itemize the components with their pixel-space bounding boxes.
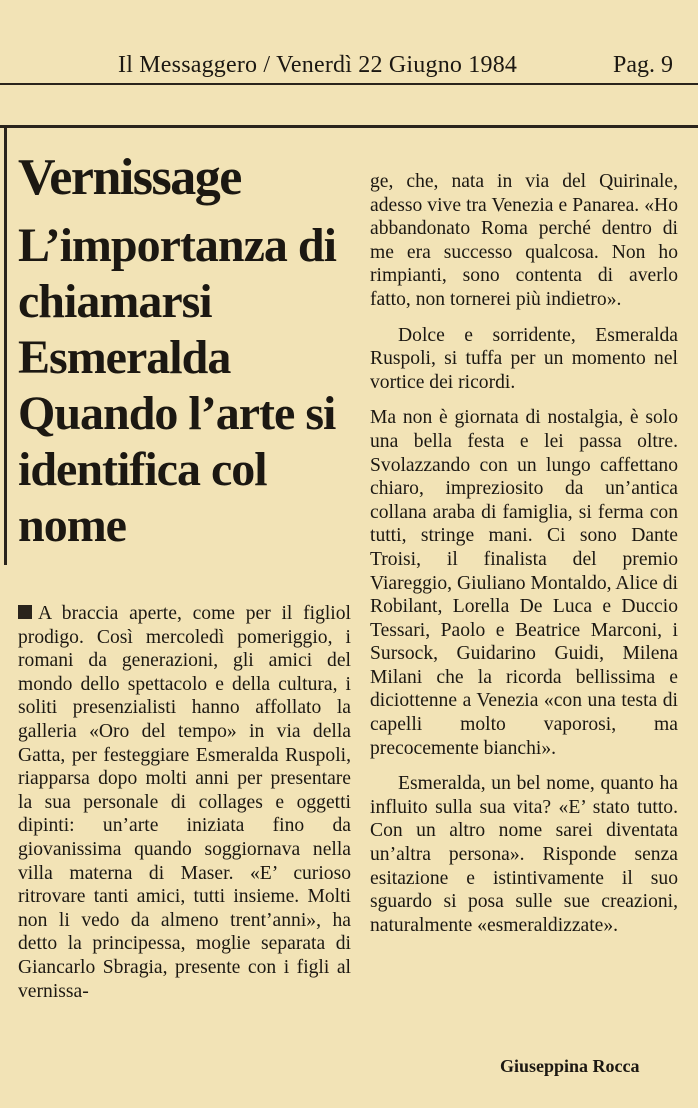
masthead-title: Il Messaggero / Venerdì 22 Giugno 1984 [118,52,518,78]
left-column-text: A braccia aperte, come per il figliol prodigo. Così mercoledì pomeriggio, i romani da generazioni, gli amici del mondo dello spettacolo e della cultura, i soliti presenzialisti hanno affollato la galleria «Oro del tempo» in via della Gatta, per festeggiare Esmeralda Ruspoli, riapparsa dopo molti anni per presentare la sua personale di collages e oggetti dipinti: un’arte iniziata fino da giovanissima quando soggiornava nella villa materna di Maser. «E’ curioso ritrovare tanti amici, tutti insieme. Molti non li vedo da almeno trent’anni», ha detto la principessa, moglie separata di Giancarlo Sbragia, presente con i figli al vernissa- [18,603,351,1002]
right-paragraph: ge, che, nata in via del Quirinale, adesso vive tra Venezia e Panarea. «Ho abbandonato Roma perché dentro di me era successo qualcosa. Non ho rimpianti, sono contenta di averlo fatto, non tornerei più indietro». [370,171,678,310]
article-column-left [18,602,351,1003]
kicker: Vernissage [18,149,241,206]
article-frame-top [0,125,698,128]
square-bullet-icon [18,605,32,619]
article-title: L’importanza di chiamarsi Esmeralda Quando l’arte si identifica col nome [18,219,336,552]
right-paragraph: Dolce e sorridente, Esmeralda Ruspoli, si tuffa per un momento nel vortice dei ricordi. [370,324,678,393]
headline-block [18,150,358,554]
masthead-rule [0,83,698,85]
right-paragraph: Ma non è giornata di nostalgia, è solo una bella festa e lei passa oltre. Svolazzando con un lungo caffettano chiaro, impreziosito da un’antica collana araba di famiglia, si ferma con tutti, stringe mani. Ci sono Dante Troisi, il finalista del premio Viareggio, Giuliano Montaldo, Alice di Robilant, Lorella De Luca e Duccio Tessari, Paolo e Beatrice Marconi, i Sursock, Guidarino Guidi, Milena Milani che la ricorda bellissima e diciottenne a Venezia «con una testa di capelli molto vaporosi, ma precocemente bianchi». [370,407,678,759]
page-number: Pag. 9 [613,52,673,78]
article-column-right [370,170,678,937]
author-byline: Giuseppina Rocca [500,1056,640,1076]
right-paragraph: Esmeralda, un bel nome, quanto ha influito sulla sua vita? «E’ stato tutto. Con un altro nome sarei diventata un’altra persona». Risponde senza esitazione e istintivamente il suo sguardo si posa sulle sue creazioni, naturalmente «esmeraldizzate». [370,773,678,936]
article-frame-left [4,125,7,565]
